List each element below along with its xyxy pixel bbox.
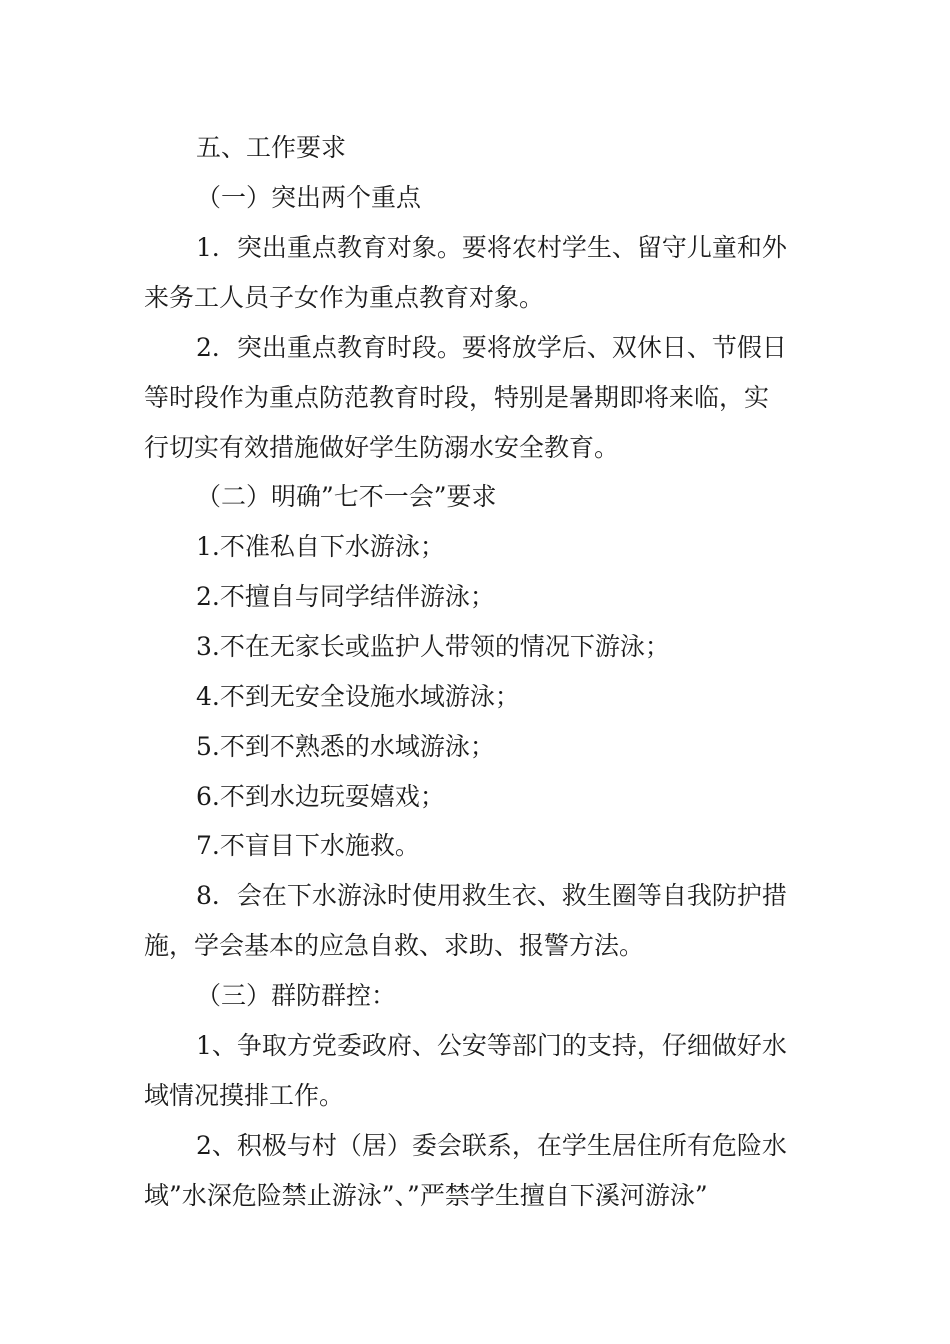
subsection-title: （一）突出两个重点 xyxy=(196,183,422,212)
section-heading: 五、工作要求 xyxy=(196,133,347,162)
paragraph-line: 2．突出重点教育时段。要将放学后、双休日、节假日 xyxy=(196,333,787,362)
list-item: 7.不盲目下水施救。 xyxy=(196,831,420,860)
subsection-title: （二）明确”七不一会”要求 xyxy=(196,482,497,511)
paragraph-line: 域”水深危险禁止游泳”、”严禁学生擅自下溪河游泳” xyxy=(144,1181,708,1210)
paragraph-line: 2、积极与村（居）委会联系，在学生居住所有危险水 xyxy=(196,1131,787,1160)
paragraph-line: 来务工人员子女作为重点教育对象。 xyxy=(144,283,545,312)
list-item: 3.不在无家长或监护人带领的情况下游泳； xyxy=(196,632,670,661)
list-item: 6.不到水边玩耍嬉戏； xyxy=(196,782,445,811)
paragraph-line: 行切实有效措施做好学生防溺水安全教育。 xyxy=(144,433,620,462)
list-item: 2.不擅自与同学结伴游泳； xyxy=(196,582,495,611)
paragraph-line: 施，学会基本的应急自救、求助、报警方法。 xyxy=(144,931,645,960)
paragraph-line: 等时段作为重点防范教育时段，特别是暑期即将来临，实 xyxy=(144,383,770,412)
list-item: 5.不到不熟悉的水域游泳； xyxy=(196,732,495,761)
paragraph-line: 8．会在下水游泳时使用救生衣、救生圈等自我防护措 xyxy=(196,881,787,910)
list-item: 4.不到无安全设施水域游泳； xyxy=(196,682,520,711)
list-item: 1.不准私自下水游泳； xyxy=(196,532,445,561)
subsection-title: （三）群防群控： xyxy=(196,981,397,1010)
paragraph-line: 1．突出重点教育对象。要将农村学生、留守儿童和外 xyxy=(196,233,787,262)
paragraph-line: 域情况摸排工作。 xyxy=(144,1081,345,1110)
paragraph-line: 1、争取方党委政府、公安等部门的支持，仔细做好水 xyxy=(196,1031,787,1060)
